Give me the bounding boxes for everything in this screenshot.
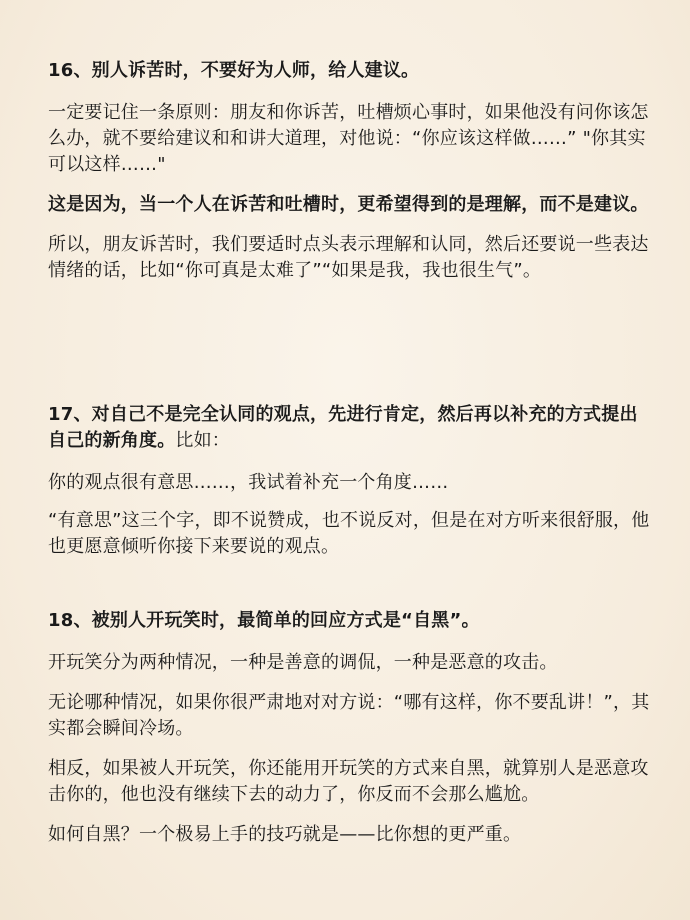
- section-17-paragraph-1: 你的观点很有意思……，我试着补充一个角度……: [48, 472, 449, 493]
- section-16-paragraph-1: 一定要记住一条原则：朋友和你诉苦，吐槽烦心事时，如果他没有问你该怎么办，就不要给建议和和讲大道理，对他说：“你应该这样做……” "你其实可以这样……": [48, 102, 649, 175]
- section-17-paragraph-2: “有意思”这三个字，即不说赞成，也不说反对，但是在对方听来很舒服，他也更愿意倾听你接下来要说的观点。: [48, 510, 650, 557]
- section-16-heading: 16、别人诉苦时，不要好为人师，给人建议。: [48, 60, 420, 81]
- section-16-paragraph-2: 这是因为，当一个人在诉苦和吐槽时，更希望得到的是理解，而不是建议。: [48, 194, 649, 215]
- section-18-paragraph-2: 无论哪种情况，如果你很严肃地对对方说：“哪有这样，你不要乱讲！”，其实都会瞬间冷场。: [48, 692, 650, 739]
- section-16-paragraph-3: 所以，朋友诉苦时，我们要适时点头表示理解和认同，然后还要说一些表达情绪的话，比如“你可真是太难了”“如果是我，我也很生气”。: [48, 234, 649, 281]
- section-17-heading-bold: 17、对自己不是完全认同的观点，先进行肯定，然后再以补充的方式提出自己的新角度。: [48, 404, 638, 451]
- section-18-heading: 18、被别人开玩笑时，最简单的回应方式是“自黑”。: [48, 610, 480, 631]
- section-17-heading-tail: 比如：: [175, 430, 231, 451]
- section-17-heading: [48, 402, 650, 454]
- section-18-paragraph-1: 开玩笑分为两种情况，一种是善意的调侃，一种是恶意的攻击。: [48, 652, 558, 673]
- section-18-paragraph-4: 如何自黑？一个极易上手的技巧就是——比你想的更严重。: [48, 824, 522, 845]
- section-18-paragraph-3: 相反，如果被人开玩笑，你还能用开玩笑的方式来自黑，就算别人是恶意攻击你的，他也没有继续下去的动力了，你反而不会那么尴尬。: [48, 758, 649, 805]
